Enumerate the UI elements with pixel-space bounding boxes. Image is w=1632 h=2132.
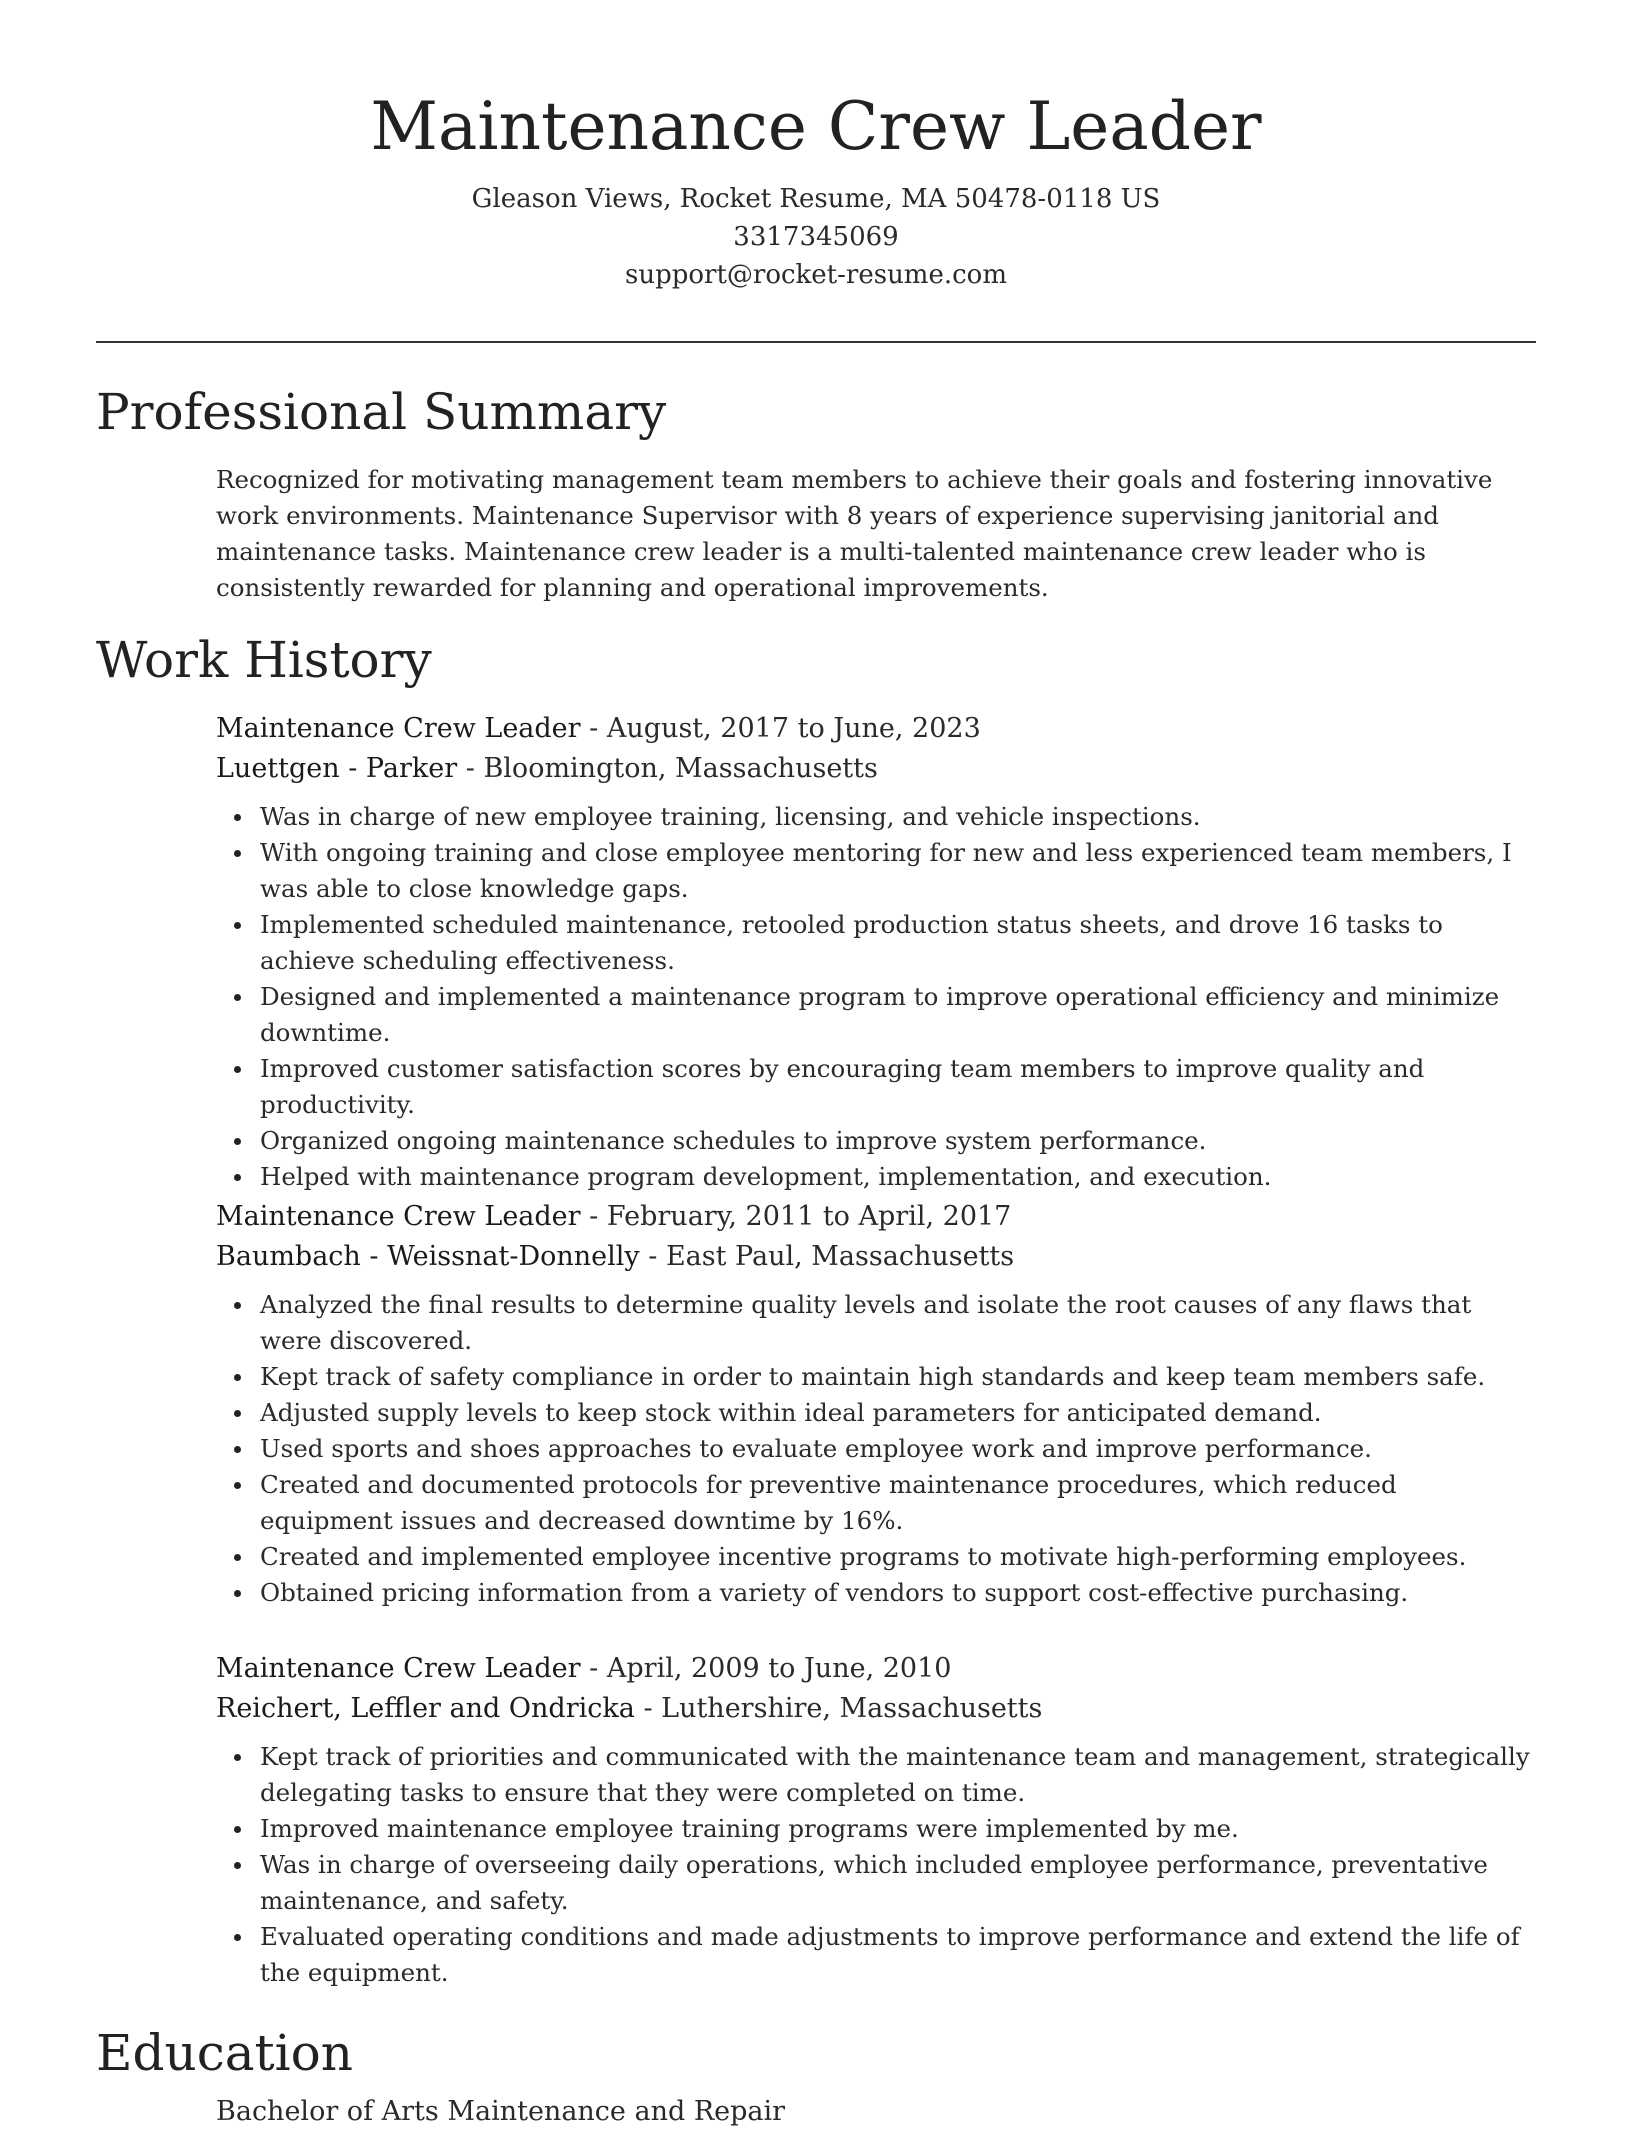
job-location: - Bloomington, Massachusetts: [465, 753, 878, 784]
contact-info: [0, 180, 1632, 294]
bullet-item: Designed and implemented a maintenance program to improve operational efficiency and minimize downtime.: [260, 979, 1536, 1051]
education-entry: Bachelor of Arts Maintenance and Repair: [216, 2096, 786, 2127]
contact-address: Gleason Views, Rocket Resume, MA 50478-0118 US: [471, 184, 1161, 214]
job-company: Reichert, Leffler and Ondricka: [216, 1693, 635, 1724]
job-company-line: [216, 1689, 1536, 1729]
bullet-item: Obtained pricing information from a variety of vendors to support cost-effective purchasing.: [260, 1575, 1536, 1611]
bullet-item: Helped with maintenance program development, implementation, and execution.: [260, 1159, 1536, 1195]
summary-heading: Professional Summary: [96, 383, 667, 441]
bullet-item: Organized ongoing maintenance schedules to improve system performance.: [260, 1123, 1536, 1159]
bullet-item: Kept track of priorities and communicated with the maintenance team and management, strategically delegating tasks to ensure that they were completed on time.: [260, 1739, 1536, 1811]
job-title-line: [216, 1649, 1536, 1689]
candidate-name: Maintenance Crew Leader: [370, 88, 1262, 165]
job-entry: [216, 1197, 1536, 1611]
bullet-item: Created and implemented employee incentive programs to motivate high-performing employees.: [260, 1539, 1536, 1575]
job-entry: [216, 709, 1536, 1195]
bullet-item: Was in charge of new employee training, licensing, and vehicle inspections.: [260, 799, 1536, 835]
bullet-item: With ongoing training and close employee mentoring for new and less experienced team members, I was able to close knowledge gaps.: [260, 835, 1536, 907]
job-company-line: [216, 1237, 1536, 1277]
job-dates: - April, 2009 to June, 2010: [589, 1653, 952, 1684]
bullet-item: Kept track of safety compliance in order to maintain high standards and keep team members safe.: [260, 1359, 1536, 1395]
job-role: Maintenance Crew Leader: [216, 1201, 581, 1232]
job-dates: - February, 2011 to April, 2017: [589, 1201, 1012, 1232]
bullet-item: Adjusted supply levels to keep stock within ideal parameters for anticipated demand.: [260, 1395, 1536, 1431]
resume-header: [0, 82, 1632, 294]
contact-email: support@rocket-resume.com: [624, 260, 1007, 290]
education-heading: Education: [96, 2024, 353, 2082]
job-bullets: [216, 1739, 1536, 1991]
bullet-item: Improved maintenance employee training programs were implemented by me.: [260, 1811, 1536, 1847]
bullet-item: Created and documented protocols for preventive maintenance procedures, which reduced equipment issues and decreased downtime by 16%.: [260, 1467, 1536, 1539]
job-company-line: [216, 749, 1536, 789]
job-entry: [216, 1649, 1536, 1991]
bullet-item: Improved customer satisfaction scores by encouraging team members to improve quality and productivity.: [260, 1051, 1536, 1123]
header-divider: [96, 341, 1536, 343]
job-company: Luettgen - Parker: [216, 753, 458, 784]
job-location: - East Paul, Massachusetts: [648, 1241, 1015, 1272]
job-company: Baumbach - Weissnat-Donnelly: [216, 1241, 640, 1272]
job-role: Maintenance Crew Leader: [216, 713, 581, 744]
work-history-heading: Work History: [96, 631, 432, 689]
bullet-item: Analyzed the final results to determine quality levels and isolate the root causes of any flaws that were discovered.: [260, 1287, 1536, 1359]
job-bullets: [216, 799, 1536, 1195]
job-title-line: [216, 709, 1536, 749]
bullet-item: Used sports and shoes approaches to evaluate employee work and improve performance.: [260, 1431, 1536, 1467]
bullet-item: Evaluated operating conditions and made adjustments to improve performance and extend the life of the equipment.: [260, 1919, 1536, 1991]
bullet-item: Was in charge of overseeing daily operations, which included employee performance, preventative maintenance, and safety.: [260, 1847, 1536, 1919]
bullet-item: Implemented scheduled maintenance, retooled production status sheets, and drove 16 tasks to achieve scheduling effectiveness.: [260, 907, 1536, 979]
job-dates: - August, 2017 to June, 2023: [589, 713, 981, 744]
job-role: Maintenance Crew Leader: [216, 1653, 581, 1684]
job-bullets: [216, 1287, 1536, 1611]
job-location: - Luthershire, Massachusetts: [643, 1693, 1043, 1724]
job-title-line: [216, 1197, 1536, 1237]
summary-text: Recognized for motivating management team members to achieve their goals and fostering innovative work environments. Maintenance Supervisor with 8 years of experience supervising janitorial and maintenance tasks. Maintenance crew leader is a multi-talented maintenance crew leader who is consistently rewarded for planning and operational improvements.: [216, 465, 1493, 602]
contact-phone: 3317345069: [733, 222, 899, 252]
